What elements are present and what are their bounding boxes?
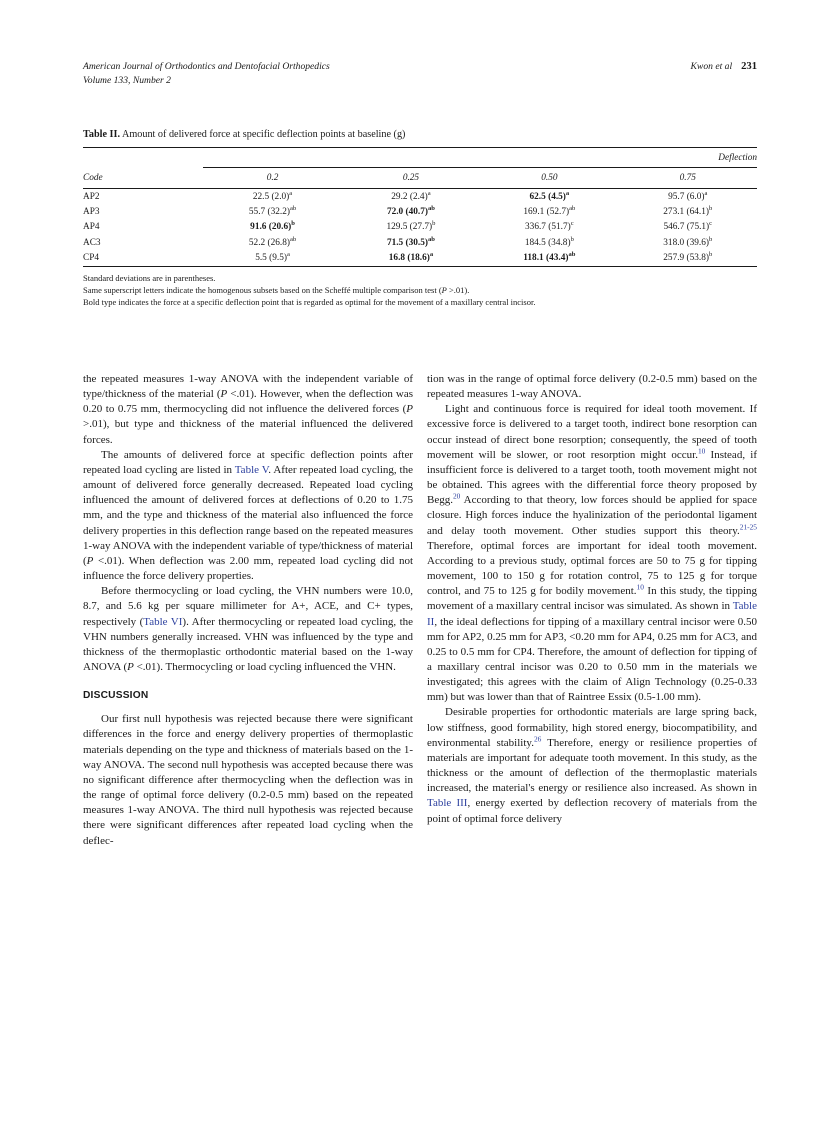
- superscript-group-letter: a: [286, 251, 290, 259]
- column-header-code: Code: [83, 173, 103, 183]
- section-heading-discussion: DISCUSSION: [83, 690, 149, 702]
- table-row: [83, 204, 757, 219]
- table-body: [83, 189, 757, 267]
- journal-volume-issue: Volume 133, Number 2: [83, 75, 171, 87]
- superscript-group-letter: a: [704, 189, 708, 197]
- table-group-header-row: [83, 148, 757, 168]
- link-table-iii[interactable]: Table III: [427, 797, 468, 810]
- paragraph-left-3-b: ). After thermocycling or repeated load cycling, the VHN numbers generally increased. VHN was influenced by the type and thickness of the thermoplastic orthodontic material based on the 1-way ANOVA (P <.01). Thermocycling or load cycling influenced the VHN.: [83, 615, 414, 673]
- table-cell-value: 95.7 $(6.0)^a$: [668, 189, 708, 202]
- table-cell-code: AP2: [83, 191, 100, 202]
- superscript-group-letter: c: [709, 220, 713, 228]
- table-cell-value: 22.5 $(2.0)^a$: [252, 189, 293, 202]
- paragraph-right-2-b: Instead, if insufficient force is delivered to a target tooth, tooth movement might not be obtained. This agrees with the differential force theory proposed by Begg.: [427, 448, 757, 507]
- table-cell-value: 129.5 $(27.7)^b$: [386, 220, 436, 233]
- paragraph-left-3: [83, 584, 413, 675]
- table-row: [83, 235, 757, 250]
- table-cell-value: 118.1 $(43.4)^{ab}$: [523, 251, 576, 264]
- paragraph-left-3-a: Before thermocycling or load cycling, the VHN numbers were 10.0, 8.7, and 5.6 kg per square millimeter for A+, ACE, and C+ types, respectively (: [83, 585, 413, 628]
- table-cell-value: 55.7 $(32.2)^{ab}$: [248, 204, 297, 217]
- paragraph-right-3: [427, 705, 757, 826]
- superscript-group-letter: a: [427, 189, 431, 197]
- superscript-group-letter: ab: [289, 204, 297, 212]
- running-head: [83, 60, 757, 88]
- body-column-right: [427, 372, 757, 1072]
- reference-link-10b[interactable]: 10: [636, 582, 644, 592]
- column-header-0-50: 0.50: [541, 173, 558, 183]
- table-cell-code: AP4: [83, 222, 100, 233]
- table-header-row: [83, 168, 757, 189]
- journal-title: American Journal of Orthodontics and Dentofacial Orthopedics: [83, 61, 330, 72]
- table-row: [83, 220, 757, 235]
- column-header-0-25: 0.25: [402, 173, 420, 183]
- table-footnote: Bold type indicates the force at a specific deflection point that is regarded as optimal for the movement of a maxillary central incisor.: [83, 296, 536, 307]
- table-footnotes: [83, 273, 757, 308]
- reference-link-20[interactable]: 20: [452, 491, 461, 501]
- paragraph-left-1-text: the repeated measures 1-way ANOVA with the independent variable of type/thickness of the material (P <.01). However, when the deflection was 0.20 to 0.75 mm, thermocycling did not influence the delivered forces (P >.01), but type and thickness of the material influenced the delivered forces.: [83, 373, 414, 446]
- superscript-group-letter: ab: [569, 204, 576, 212]
- link-table-v[interactable]: Table V: [234, 463, 269, 476]
- page-number: 231: [741, 61, 757, 72]
- superscript-group-letter: ab: [428, 235, 435, 243]
- paragraph-right-3-a: Desirable properties for orthodontic materials are large spring back, low stiffness, good formability, high stored energy, biocompatibility, and environmental stability.: [427, 706, 757, 749]
- paragraph-left-2: [83, 448, 413, 584]
- table-cell-value: 16.8 $(18.6)^a$: [388, 251, 434, 264]
- paragraph-right-2-a: Light and continuous force is required for ideal tooth movement. If excessive force is delivered to a target tooth, indirect bone resorption can occur instead of direct bone resorption; consequently, the speed of tooth movement will be slower, or root resorption might occur.: [427, 403, 757, 461]
- table-cell-value: 5.5 $(9.5)^a$: [255, 251, 290, 264]
- table-cell-value: 169.1 $(52.7)^{ab}$: [523, 204, 576, 217]
- paragraph-right-1: [427, 372, 757, 402]
- table-cell-value: 318.0 $(39.6)^b$: [663, 235, 713, 248]
- paragraph-right-3-b: Therefore, energy or resilience properties of materials are important for adequate tooth movement. In this study, as the thickness or the amount of deflection of the thermoplastic materials increased, the material's energy or resilience also increased. As shown in: [427, 736, 758, 795]
- table-cell-value: 72.0 $(40.7)^{ab}$: [386, 204, 435, 217]
- table-cell-value: 29.2 $(2.4)^a$: [391, 189, 431, 202]
- table-ii-block: [83, 128, 757, 308]
- body-columns: [83, 372, 757, 1072]
- table-row: [83, 251, 757, 267]
- paragraph-left-4: [83, 712, 413, 848]
- paragraph-left-4-text: Our first null hypothesis was rejected because there were significant differences in the force and energy delivery properties of thermoplastic materials depending on the type and thickness of materials based on the 1-way ANOVA. The second null hypothesis was accepted because there was no significant difference after thermocycling when the deflection was in the range of optimal force delivery (0.2-0.5 mm) based on the repeated measures 1-way ANOVA. The third null hypothesis was rejected because there were significant differences after repeated load cycling when the deflec-: [83, 713, 413, 847]
- table-caption: [83, 128, 757, 142]
- table-cell-value: 273.1 $(64.1)^b$: [663, 204, 713, 217]
- group-header-spacer: [83, 148, 203, 168]
- table-cell-value: 184.5 $(34.8)^b$: [524, 235, 574, 248]
- table-footnote: Same superscript letters indicate the homogenous subsets based on the Scheffé multiple comparison test (P >.01).: [83, 284, 470, 295]
- table-cell-code: AC3: [83, 237, 101, 248]
- table-cell-value: 546.7 $(75.1)^c$: [663, 220, 713, 233]
- superscript-group-letter: b: [708, 204, 713, 212]
- reference-link-26[interactable]: 26: [533, 734, 542, 744]
- table-cell-code: AP3: [83, 206, 100, 217]
- table-cell-value: 62.5 $(4.5)^a$: [529, 189, 570, 202]
- superscript-group-letter: a: [565, 189, 570, 197]
- paragraph-right-2-c: According to that theory, low forces should be applied for space closure. High forces induce the hyalinization of the periodontal ligament and delay tooth movement. Other studies support this theory.: [427, 494, 757, 537]
- table-label: Table II.: [83, 129, 120, 140]
- paragraph-left-2-b: . After repeated load cycling, the amount of delivered force generally decreased. Repeated load cycling influenced the amount of delivered forces at deflections of 0.20 to 1.75 mm, and the type and thickness of the material also influenced the force delivery properties in this deflection range based on the repeated measures 1-way ANOVA with the independent variable of type/thickness of material (P <.01). When deflection was 2.00 mm, repeated load cycling did not influence the force delivery properties.: [83, 463, 413, 583]
- paragraph-left-1: [83, 372, 413, 448]
- reference-marker-21-25[interactable]: [740, 522, 757, 531]
- paragraph-right-2-d: Therefore, optimal forces are important for ideal tooth movement. According to a previous study, optimal forces are 50 to 75 g for tipping movement, 100 to 150 g for rotation control, 75 to 125 g for torque control, and 75 to 125 g for bodily movement.: [427, 539, 757, 598]
- column-header-0-75: 0.75: [679, 173, 696, 183]
- table-cell-value: 336.7 $(51.7)^c$: [525, 220, 574, 233]
- table-caption-text: Amount of delivered force at specific deflection points at baseline (g): [121, 129, 406, 140]
- superscript-group-letter: ab: [289, 235, 297, 243]
- superscript-group-letter: b: [291, 220, 295, 228]
- paragraph-right-3-c: , energy exerted by deflection recovery of materials from the point of optimal force delivery: [427, 797, 757, 825]
- table-row: [83, 189, 757, 204]
- link-table-ii[interactable]: Table II: [427, 600, 757, 628]
- superscript-group-letter: b: [708, 235, 713, 243]
- superscript-group-letter: a: [429, 251, 434, 259]
- group-header-deflection: Deflection: [718, 153, 757, 163]
- superscript-group-letter: a: [289, 189, 293, 197]
- table-cell-code: CP4: [83, 253, 100, 264]
- paragraph-right-2-f: , the ideal deflections for tipping of a maxillary central incisor were 0.50 mm for AP2, 0.25 mm for AP3, <0.20 mm for AP4, 0.25 mm for AC3, and 0.25 to 0.5 mm for CP4. Therefore, the amount of deflection for tipping of a maxillary central incisor was 0.20 to 0.50 mm in the materials we investigated; this agrees with the claim of Align Technology (0.25-0.33 mm) but was lower than that of Raintree Essix (0.5-1.00 mm).: [427, 615, 757, 704]
- table-cell-value: 257.9 $(53.8)^b$: [663, 251, 713, 264]
- column-header-0-2: 0.2: [266, 173, 279, 183]
- table-footnote: Standard deviations are in parentheses.: [83, 273, 216, 284]
- body-column-left: [83, 372, 413, 1072]
- reference-link-21-25[interactable]: 21-25: [739, 521, 757, 531]
- paragraph-left-2-a: The amounts of delivered force at specific deflection points after repeated load cycling are listed in: [83, 448, 413, 476]
- reference-marker-10b[interactable]: [637, 583, 644, 592]
- superscript-group-letter: ab: [428, 204, 435, 212]
- paragraph-right-2: [427, 402, 757, 705]
- link-table-vi[interactable]: Table VI: [143, 615, 183, 628]
- running-head-authors: Kwon et al: [690, 61, 733, 72]
- table-cell-value: 91.6 $(20.6)^b$: [250, 220, 295, 233]
- table-ii: [83, 147, 757, 267]
- superscript-group-letter: ab: [568, 251, 576, 259]
- reference-link-10a[interactable]: 10: [697, 446, 706, 456]
- superscript-group-letter: b: [570, 235, 574, 243]
- table-cell-value: 52.2 $(26.8)^{ab}$: [248, 235, 297, 248]
- paragraph-right-1-text: tion was in the range of optimal force delivery (0.2-0.5 mm) based on the repeated measures 1-way ANOVA.: [427, 373, 757, 401]
- superscript-group-letter: b: [708, 251, 713, 259]
- superscript-group-letter: c: [570, 220, 574, 228]
- table-rule-bottom: [83, 267, 757, 268]
- table-cell-value: 71.5 $(30.5)^{ab}$: [386, 235, 435, 248]
- paragraph-right-2-e: In this study, the tipping movement of a maxillary central incisor was simulated. As shown in: [427, 585, 757, 613]
- superscript-group-letter: b: [432, 220, 436, 228]
